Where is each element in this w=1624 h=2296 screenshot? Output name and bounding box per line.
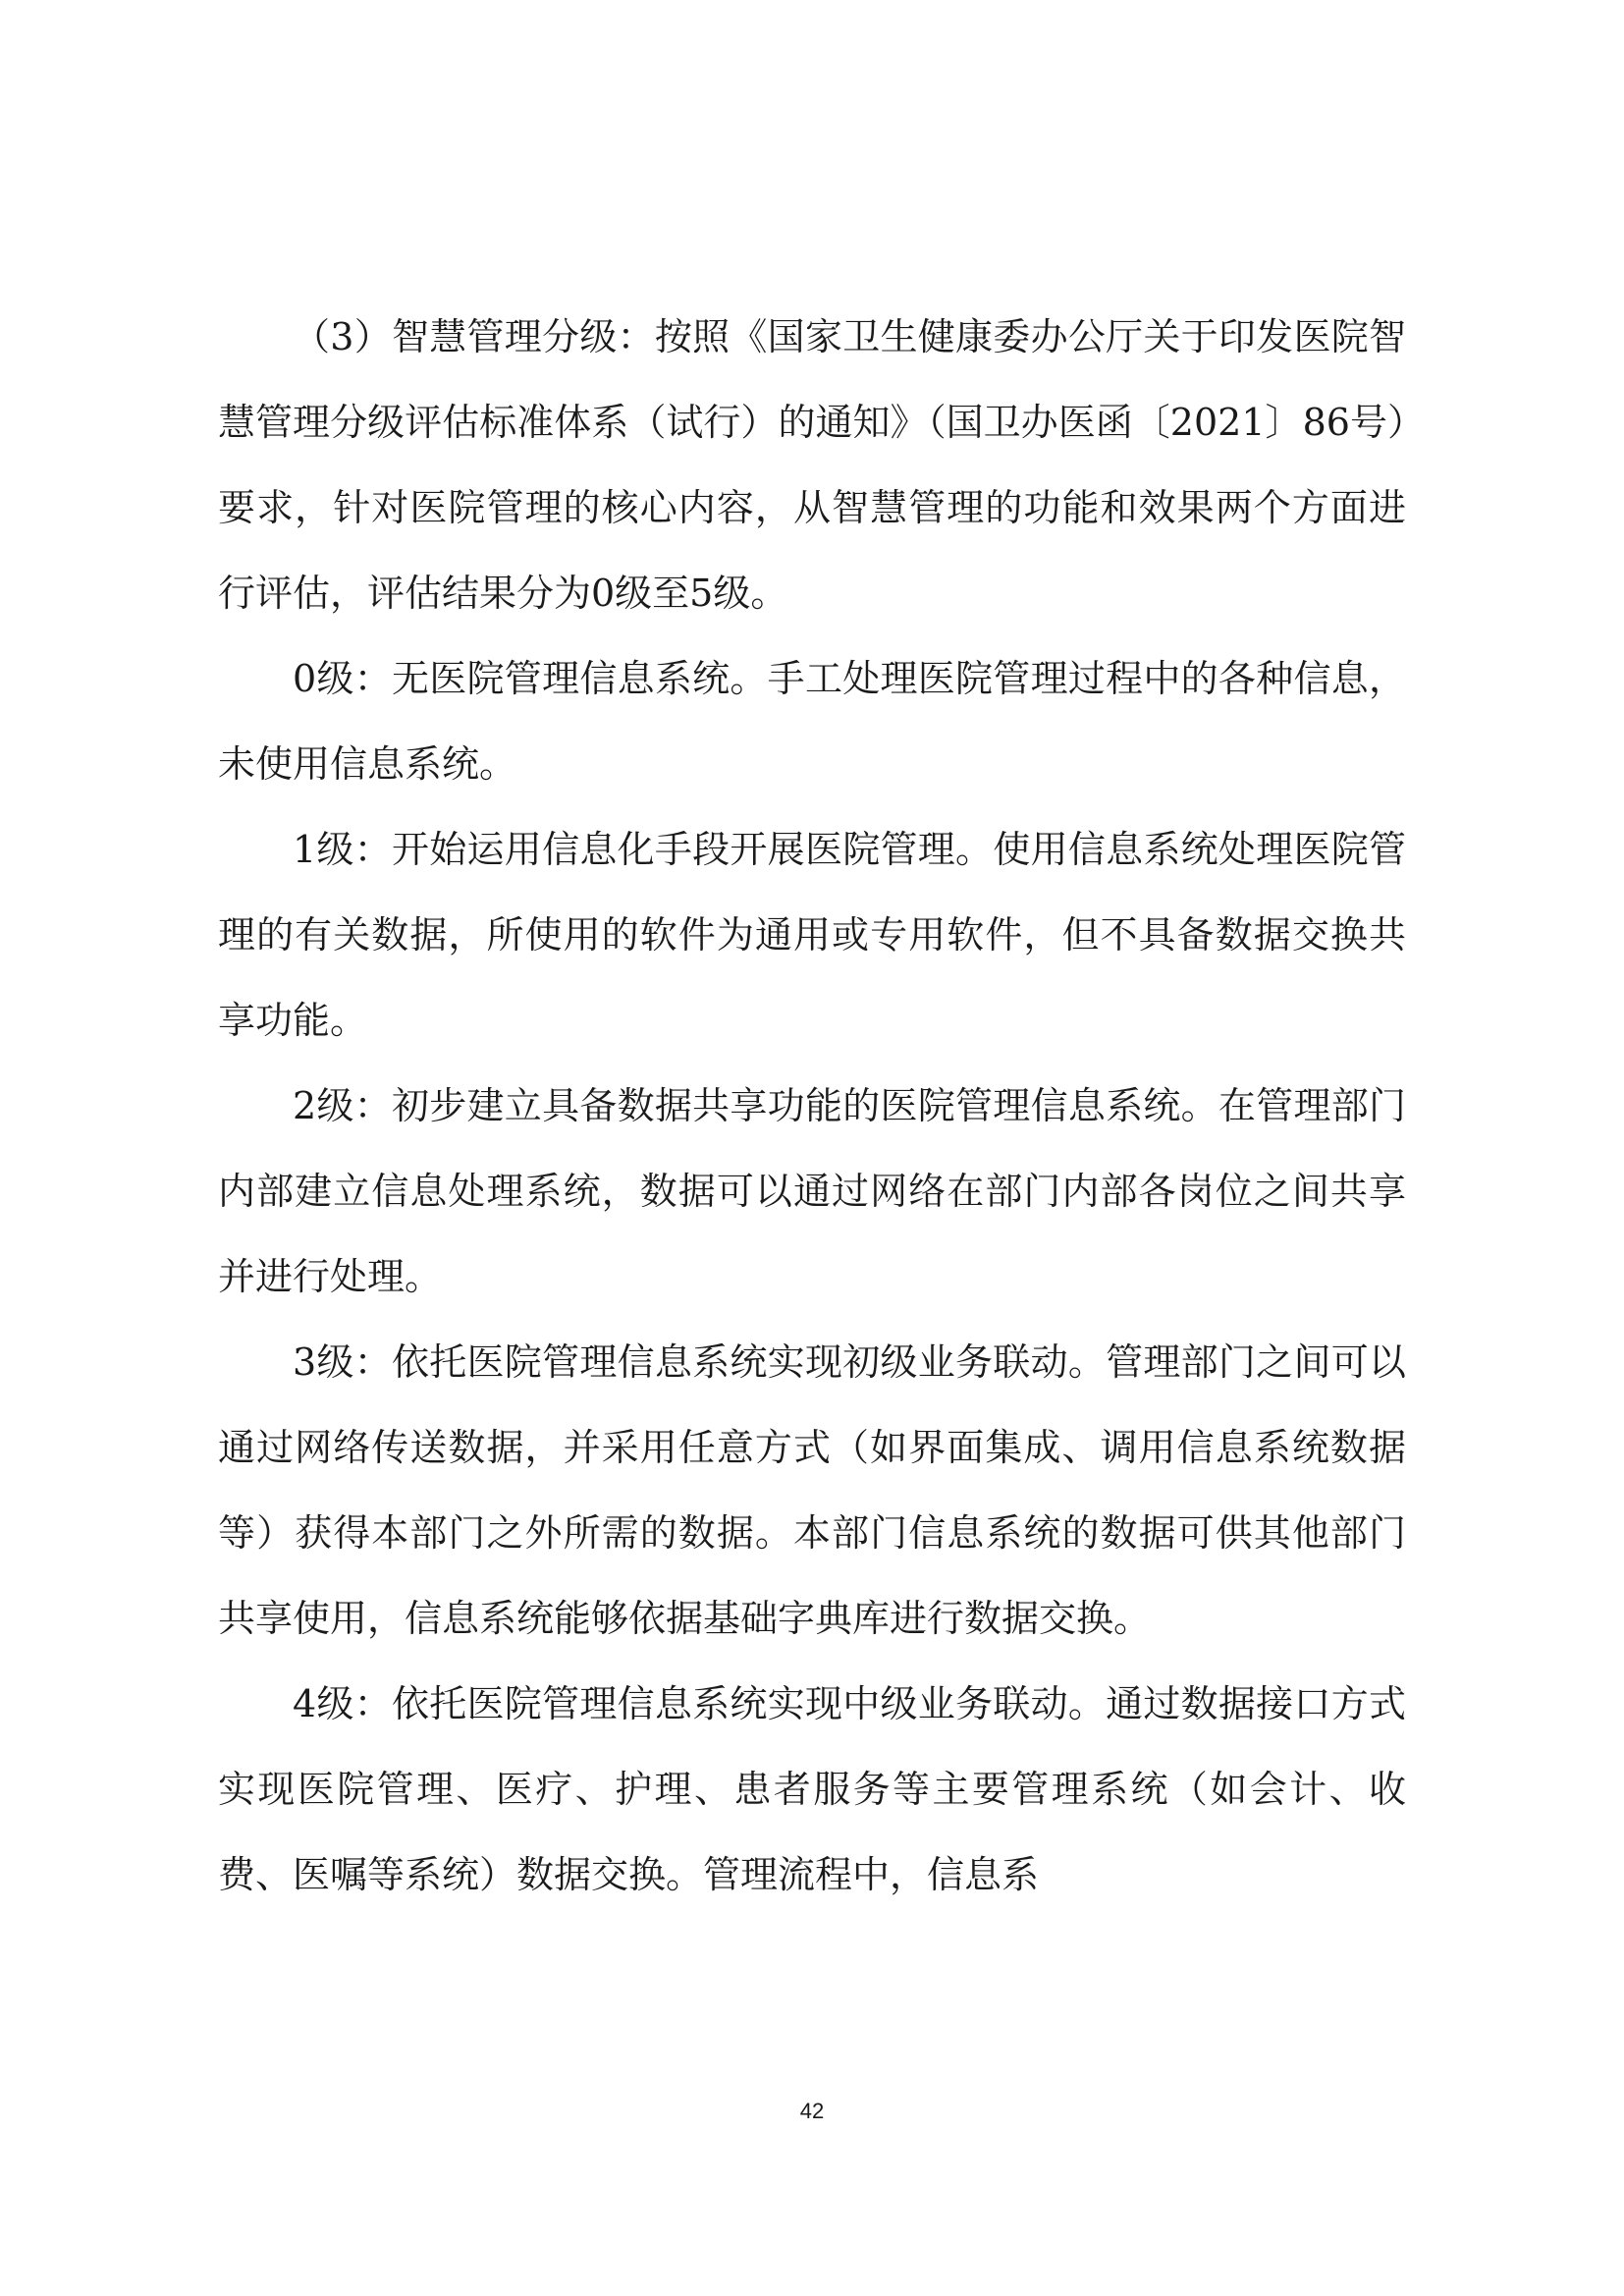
paragraph-level-2: 2级：初步建立具备数据共享功能的医院管理信息系统。在管理部门内部建立信息处理系统，数据可以通过网络在部门内部各岗位之间共享并进行处理。 bbox=[218, 1084, 1406, 1298]
document-body bbox=[218, 295, 1406, 1918]
paragraph-level-0: 0级：无医院管理信息系统。手工处理医院管理过程中的各种信息，未使用信息系统。 bbox=[218, 657, 1406, 786]
paragraph-level-1: 1级：开始运用信息化手段开展医院管理。使用信息系统处理医院管理的有关数据，所使用的软件为通用或专用软件，但不具备数据交换共享功能。 bbox=[218, 828, 1406, 1042]
page-number: 42 bbox=[799, 2099, 825, 2123]
paragraph-level-3: 3级：依托医院管理信息系统实现初级业务联动。管理部门之间可以通过网络传送数据，并采用任意方式（如界面集成、调用信息系统数据等）获得本部门之外所需的数据。本部门信息系统的数据可供其他部门共享使用，信息系统能够依据基础字典库进行数据交换。 bbox=[218, 1340, 1406, 1640]
paragraph-level-4: 4级：依托医院管理信息系统实现中级业务联动。通过数据接口方式实现医院管理、医疗、护理、患者服务等主要管理系统（如会计、收费、医嘱等系统）数据交换。管理流程中，信息系 bbox=[218, 1682, 1406, 1896]
paragraph-smart-management-grading: （3）智慧管理分级：按照《国家卫生健康委办公厅关于印发医院智慧管理分级评估标准体系（试行）的通知》（国卫办医函〔2021〕86号）要求，针对医院管理的核心内容，从智慧管理的功能和效果两个方面进行评估，评估结果分为0级至5级。 bbox=[218, 315, 1406, 615]
